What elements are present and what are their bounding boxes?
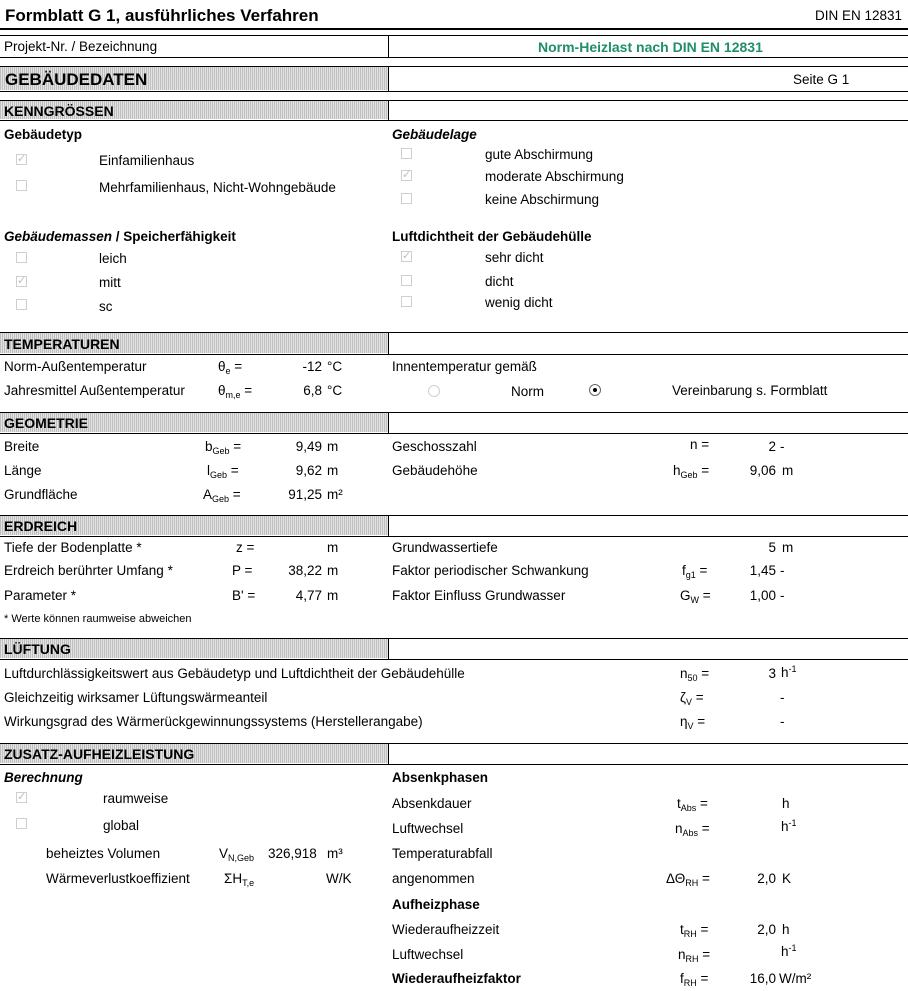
- wirkungsgrad-label: Wirkungsgrad des Wärmerückgewinnungssystems (Herstellerangabe): [4, 714, 423, 729]
- kenngroessen-title: KENNGRÖSSEN: [4, 103, 114, 119]
- lueftungswaermeanteil-label: Gleichzeitig wirksamer Lüftungswärmeanteil: [4, 690, 268, 705]
- leicht-checkbox[interactable]: [16, 252, 27, 263]
- volumen-value: 326,918: [268, 846, 317, 861]
- wiederaufheizfaktor-unit: W/m²: [779, 971, 812, 986]
- tiefe-unit: m: [327, 540, 339, 555]
- global-label: global: [103, 818, 140, 833]
- t-rh-symbol: $t_{RH}$ =: [680, 922, 709, 939]
- gebaeudehoehe-unit: m: [782, 463, 794, 478]
- theta-e-symbol: $\theta_e$ =: [218, 359, 243, 376]
- sehr-dicht-label: sehr dicht: [485, 250, 544, 265]
- mehrfamilienhaus-label: Mehrfamilienhaus, Nicht-Wohngebäude: [99, 180, 336, 195]
- keine-abschirmung-label: keine Abschirmung: [485, 192, 600, 207]
- jahresmittel-label: Jahresmittel Außentemperatur: [4, 383, 185, 398]
- waermeverlust-label: Wärmeverlustkoeffizient: [46, 871, 190, 886]
- mittel-checkbox[interactable]: [16, 276, 27, 287]
- divider: [0, 764, 908, 765]
- faktor-grundwasser-label: Faktor Einfluss Grundwasser: [392, 588, 566, 603]
- mehrfamilienhaus-checkbox[interactable]: [16, 180, 27, 191]
- wenig-dicht-label: wenig dicht: [485, 295, 553, 310]
- umfang-unit: m: [327, 563, 339, 578]
- raumweise-label: raumweise: [103, 791, 169, 806]
- gute-abschirmung-label: gute Abschirmung: [485, 147, 594, 162]
- volumen-label: beheiztes Volumen: [46, 846, 161, 861]
- jahresmittel-unit: °C: [327, 383, 343, 398]
- norm-aussentemperatur-value: -12: [302, 359, 322, 374]
- gebaeudehoehe-value: 9,06: [749, 463, 776, 478]
- geschosszahl-value: 2: [768, 439, 776, 454]
- faktor-periodisch-unit: -: [780, 563, 785, 578]
- gebaeudetyp-heading: Gebäudetyp: [4, 127, 83, 142]
- wenig-dicht-checkbox[interactable]: [401, 296, 412, 307]
- innentemperatur-label: Innentemperatur gemäß: [392, 359, 537, 374]
- grundflaeche-label: Grundfläche: [4, 487, 78, 502]
- geometrie-title: GEOMETRIE: [4, 415, 89, 431]
- zusatz-title: ZUSATZ-AUFHEIZLEISTUNG: [4, 746, 195, 762]
- faktor-grundwasser-value: 1,00: [749, 588, 776, 603]
- faktor-periodisch-value: 1,45: [749, 563, 776, 578]
- n-rh-symbol: $n_{RH}$ =: [678, 947, 711, 964]
- sigma-h-symbol: $\Sigma H_{T,e}$: [224, 871, 255, 888]
- breite-unit: m: [327, 439, 339, 454]
- moderate-abschirmung-label: moderate Abschirmung: [485, 169, 624, 184]
- angenommen-value: 2,0: [757, 871, 776, 886]
- divider: [388, 100, 389, 120]
- laenge-unit: m: [327, 463, 339, 478]
- gute-abschirmung-checkbox[interactable]: [401, 148, 412, 159]
- breite-value: 9,49: [295, 439, 322, 454]
- schwer-label: sc: [99, 299, 113, 314]
- wiederaufheizzeit-value: 2,0: [757, 922, 776, 937]
- luftdichtheit-heading: Luftdichtheit der Gebäudehülle: [392, 229, 592, 244]
- leicht-label: leich: [99, 251, 127, 266]
- v-ngeb-symbol: $V_{N,Geb}$: [219, 846, 255, 863]
- divider: [388, 515, 389, 536]
- grundflaeche-value: 91,25: [288, 487, 322, 502]
- divider: [388, 743, 389, 764]
- berechnung-heading: Berechnung: [4, 770, 83, 785]
- gebaeudehoehe-label: Gebäudehöhe: [392, 463, 478, 478]
- project-label: Projekt-Nr. / Bezeichnung: [4, 39, 158, 54]
- norm-aussentemperatur-unit: °C: [327, 359, 343, 374]
- divider: [388, 332, 389, 354]
- umfang-value: 38,22: [288, 563, 322, 578]
- schwer-checkbox[interactable]: [16, 299, 27, 310]
- zeta-v-symbol: $\zeta_V$ =: [680, 690, 704, 707]
- absenkphasen-heading: Absenkphasen: [392, 770, 489, 785]
- form-title: Formblatt G 1, ausführliches Verfahren: [5, 6, 319, 25]
- divider: [0, 354, 908, 355]
- b-strich-symbol: B' =: [232, 588, 256, 603]
- grundwassertiefe-unit: m: [782, 540, 794, 555]
- n-abs-symbol: $n_{Abs}$ =: [675, 821, 710, 838]
- grundflaeche-unit: m²: [327, 487, 343, 502]
- moderate-abschirmung-checkbox[interactable]: [401, 170, 412, 181]
- f-rh-symbol: $f_{RH}$ =: [680, 971, 709, 988]
- norm-aussentemperatur-label: Norm-Außentemperatur: [4, 359, 147, 374]
- einfamilienhaus-label: Einfamilienhaus: [99, 153, 195, 168]
- gebaeudemassen-heading: Gebäudemassen / Speicherfähigkeit: [4, 229, 236, 244]
- divider: [388, 66, 389, 91]
- erdreich-title: ERDREICH: [4, 518, 78, 534]
- volumen-unit: m³: [327, 846, 343, 861]
- angenommen-label: angenommen: [392, 871, 475, 886]
- lueftungswaermeanteil-unit: -: [780, 690, 785, 705]
- luftdurchlaessigkeit-value: 3: [768, 666, 776, 681]
- wirkungsgrad-unit: -: [780, 714, 785, 729]
- p-symbol: P =: [232, 563, 253, 578]
- laenge-label: Länge: [4, 463, 42, 478]
- global-checkbox[interactable]: [16, 818, 27, 829]
- grundwassertiefe-label: Grundwassertiefe: [392, 540, 498, 555]
- temperaturen-title: TEMPERATUREN: [4, 336, 120, 352]
- n50-symbol: $n_{50}$ =: [680, 666, 710, 683]
- breite-label: Breite: [4, 439, 40, 454]
- wiederaufheizfaktor-value: 16,0: [749, 971, 776, 986]
- wiederaufheizzeit-label: Wiederaufheizzeit: [392, 922, 500, 937]
- divider: [388, 35, 389, 57]
- divider: [0, 35, 908, 36]
- luftwechsel-abs-unit: $h^{-1}$: [781, 818, 797, 834]
- t-abs-symbol: $t_{Abs}$ =: [677, 796, 708, 813]
- project-value: Norm-Heizlast nach DIN EN 12831: [538, 39, 763, 55]
- fg1-symbol: $f_{g1}$ =: [682, 563, 708, 580]
- temperaturabfall-label: Temperaturabfall: [392, 846, 493, 861]
- tiefe-label: Tiefe der Bodenplatte *: [4, 540, 142, 555]
- waermeverlust-unit: W/K: [326, 871, 352, 886]
- vereinbarung-radio[interactable]: [589, 384, 601, 396]
- parameter-label: Parameter *: [4, 588, 77, 603]
- gebaeudedaten-title: GEBÄUDEDATEN: [5, 70, 148, 89]
- divider: [0, 91, 908, 92]
- divider: [0, 659, 908, 660]
- delta-theta-symbol: $\Delta\Theta_{RH}$ =: [666, 871, 710, 888]
- raumweise-checkbox[interactable]: [16, 792, 27, 803]
- norm-radio[interactable]: [428, 385, 440, 397]
- luftwechsel-abs-label: Luftwechsel: [392, 821, 464, 836]
- luftdurchlaessigkeit-unit: $h^{-1}$: [781, 664, 797, 680]
- divider: [388, 412, 389, 433]
- divider: [0, 120, 908, 121]
- eta-v-symbol: $\eta_V$ =: [680, 714, 706, 731]
- grundwassertiefe-value: 5: [768, 540, 776, 555]
- geschosszahl-unit: -: [780, 439, 785, 454]
- vereinbarung-radio-label: Vereinbarung s. Formblatt: [672, 383, 828, 398]
- luftdurchlaessigkeit-label: Luftdurchlässigkeitswert aus Gebäudetyp und Luftdichtheit der Gebäudehülle: [4, 666, 465, 681]
- lueftung-title: LÜFTUNG: [4, 641, 71, 657]
- absenkdauer-label: Absenkdauer: [392, 796, 472, 811]
- wiederaufheizzeit-unit: h: [782, 922, 790, 937]
- geschosszahl-label: Geschosszahl: [392, 439, 477, 454]
- aufheizphase-heading: Aufheizphase: [392, 897, 480, 912]
- divider: [0, 28, 908, 30]
- parameter-value: 4,77: [295, 588, 322, 603]
- dicht-label: dicht: [485, 274, 514, 289]
- faktor-periodisch-label: Faktor periodischer Schwankung: [392, 563, 589, 578]
- einfamilienhaus-checkbox[interactable]: [16, 154, 27, 165]
- b-geb-symbol: $b_{Geb}$ =: [205, 439, 242, 456]
- wiederaufheizfaktor-label: Wiederaufheizfaktor: [392, 971, 521, 986]
- divider: [0, 433, 908, 434]
- mittel-label: mitt: [99, 275, 121, 290]
- keine-abschirmung-checkbox[interactable]: [401, 193, 412, 204]
- divider: [388, 638, 389, 659]
- luftwechsel-rh-unit: $h^{-1}$: [781, 943, 797, 959]
- laenge-value: 9,62: [295, 463, 322, 478]
- jahresmittel-value: 6,8: [303, 383, 322, 398]
- divider: [0, 536, 908, 537]
- angenommen-unit: K: [782, 871, 792, 886]
- faktor-grundwasser-unit: -: [780, 588, 785, 603]
- a-geb-symbol: $A_{Geb}$ =: [203, 487, 241, 504]
- n-symbol: n =: [690, 437, 710, 452]
- dicht-checkbox[interactable]: [401, 275, 412, 286]
- norm-radio-label: Norm: [511, 384, 544, 399]
- divider: [0, 57, 908, 58]
- umfang-label: Erdreich berührter Umfang *: [4, 563, 173, 578]
- theta-me-symbol: $\theta_{m,e}$ =: [218, 383, 253, 400]
- norm-label: DIN EN 12831: [815, 8, 903, 23]
- luftwechsel-rh-label: Luftwechsel: [392, 947, 464, 962]
- gw-symbol: $G_W$ =: [680, 588, 711, 605]
- h-geb-symbol: $h_{Geb}$ =: [673, 463, 710, 480]
- absenkdauer-unit: h: [782, 796, 790, 811]
- z-symbol: z =: [236, 540, 255, 555]
- sehr-dicht-checkbox[interactable]: [401, 251, 412, 262]
- gebaeudelage-heading: Gebäudelage: [392, 127, 477, 142]
- erdreich-footnote: * Werte können raumweise abweichen: [4, 613, 192, 625]
- parameter-unit: m: [327, 588, 339, 603]
- l-geb-symbol: $l_{Geb}$ =: [207, 463, 239, 480]
- page-number: Seite G 1: [793, 72, 850, 87]
